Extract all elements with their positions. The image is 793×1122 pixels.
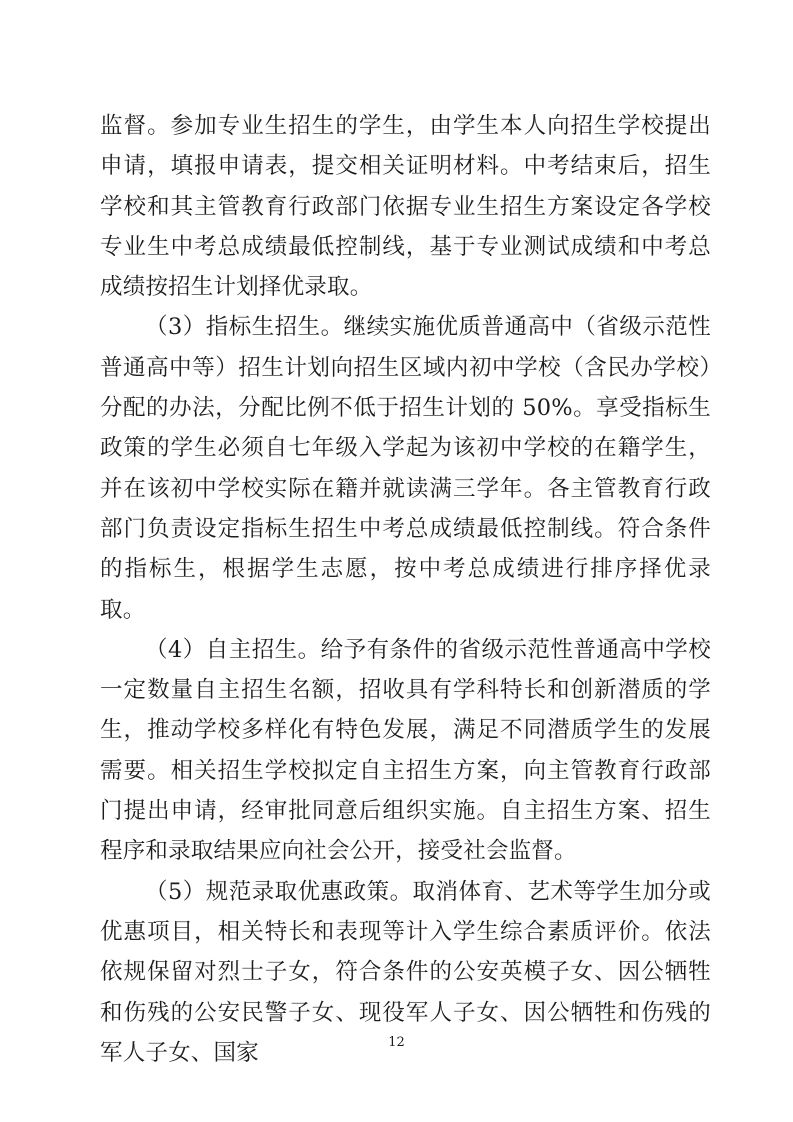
paragraph-continuation: 监督。参加专业生招生的学生，由学生本人向招生学校提出申请，填报申请表，提交相关证明材料。中考结束后，招生学校和其主管教育行政部门依据专业生招生方案设定各学校专业生中考总成绩最低控制线，基于专业测试成绩和中考总成绩按招生计划择优录取。 — [100, 113, 711, 301]
document-body — [100, 106, 711, 1073]
paragraph-item-4: （4）自主招生。给予有条件的省级示范性普通高中学校一定数量自主招生名额，招收具有学科特长和创新潜质的学生，推动学校多样化有特色发展，满足不同潜质学生的发展需要。相关招生学校拟定自主招生方案，向主管教育行政部门提出申请，经审批同意后组织实施。自主招生方案、招生程序和录取结果应向社会公开，接受社会监督。 — [100, 636, 711, 865]
paragraph-item-3: （3）指标生招生。继续实施优质普通高中（省级示范性普通高中等）招生计划向招生区域内初中学校（含民办学校）分配的办法，分配比例不低于招生计划的 50%。享受指标生政策的学生必须自七年级入学起为该初中学校的在籍学生，并在该初中学校实际在籍并就读满三学年。各主管教育行政部门负责设定指标生招生中考总成绩最低控制线。符合条件的指标生，根据学生志愿，按中考总成绩进行排序择优录取。 — [100, 314, 711, 623]
paragraph-item-5: （5）规范录取优惠政策。取消体育、艺术等学生加分或优惠项目，相关特长和表现等计入学生综合素质评价。依法依规保留对烈士子女，符合条件的公安英模子女、因公牺牲和伤残的公安民警子女、现役军人子女、因公牺牲和伤残的军人子女、国家 — [100, 878, 711, 1066]
page-number: 12 — [388, 1035, 405, 1050]
